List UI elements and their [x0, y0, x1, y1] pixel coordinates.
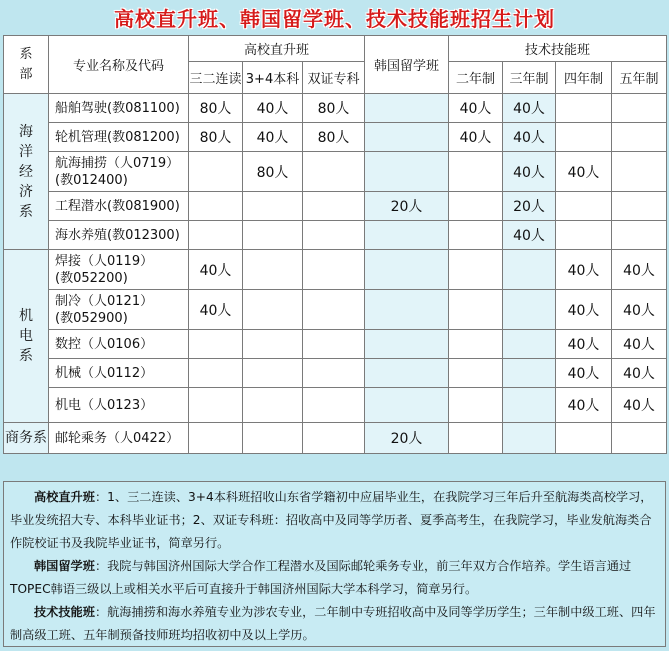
header-sub-shuangzheng: 双证专科 [303, 62, 365, 94]
quota-cell: 40人 [556, 290, 612, 330]
major-cell: 邮轮乘务（人0422） [49, 423, 189, 454]
quota-cell [612, 123, 667, 152]
table-row [4, 123, 667, 152]
notes-box [3, 481, 666, 647]
quota-cell: 40人 [189, 250, 243, 290]
quota-cell [612, 192, 667, 221]
header-korea: 韩国留学班 [365, 36, 449, 94]
header-major: 专业名称及代码 [49, 36, 189, 94]
page-title: 高校直升班、韩国留学班、技术技能班招生计划 [114, 7, 555, 31]
dept-cell: 商务系 [4, 423, 49, 454]
quota-cell [243, 423, 303, 454]
table-row [4, 423, 667, 454]
quota-cell [303, 250, 365, 290]
quota-cell: 40人 [503, 123, 556, 152]
quota-cell [503, 330, 556, 359]
quota-cell [365, 250, 449, 290]
header-sub-4year: 四年制 [556, 62, 612, 94]
quota-cell [303, 221, 365, 250]
major-cell: 轮机管理(教081200) [49, 123, 189, 152]
dept-cell: 机电系 [4, 250, 49, 423]
quota-cell [503, 359, 556, 388]
quota-cell: 40人 [503, 94, 556, 123]
quota-cell [365, 152, 449, 192]
header-sub-2year: 二年制 [449, 62, 503, 94]
quota-cell [556, 221, 612, 250]
quota-cell [365, 123, 449, 152]
quota-cell [365, 94, 449, 123]
quota-cell [556, 94, 612, 123]
quota-cell: 40人 [612, 388, 667, 423]
quota-cell: 40人 [243, 123, 303, 152]
quota-cell [303, 290, 365, 330]
quota-cell: 80人 [189, 123, 243, 152]
quota-cell [612, 221, 667, 250]
quota-cell [365, 359, 449, 388]
table-row [4, 330, 667, 359]
quota-cell [503, 423, 556, 454]
quota-cell [303, 192, 365, 221]
quota-cell [243, 192, 303, 221]
header-sub-32: 三二连读 [189, 62, 243, 94]
major-cell: 航海捕捞（人0719） (教012400) [49, 152, 189, 192]
quota-cell: 40人 [556, 330, 612, 359]
quota-cell: 80人 [189, 94, 243, 123]
quota-cell: 40人 [449, 123, 503, 152]
quota-cell: 40人 [556, 388, 612, 423]
major-cell: 机电（人0123） [49, 388, 189, 423]
quota-cell: 40人 [612, 330, 667, 359]
major-cell: 船舶驾驶(教081100) [49, 94, 189, 123]
quota-cell [189, 192, 243, 221]
header-sub-34: 3+4本科 [243, 62, 303, 94]
table-row [4, 192, 667, 221]
quota-cell: 40人 [449, 94, 503, 123]
header-sub-3year: 三年制 [503, 62, 556, 94]
table-row [4, 290, 667, 330]
quota-cell [303, 330, 365, 359]
quota-cell [556, 423, 612, 454]
quota-cell [189, 152, 243, 192]
quota-cell [449, 192, 503, 221]
quota-cell: 40人 [503, 152, 556, 192]
quota-cell [303, 152, 365, 192]
quota-cell: 20人 [365, 192, 449, 221]
quota-cell: 80人 [303, 123, 365, 152]
quota-cell [449, 359, 503, 388]
major-cell: 数控（人0106） [49, 330, 189, 359]
table-row [4, 94, 667, 123]
major-cell: 焊接（人0119） (教052200) [49, 250, 189, 290]
quota-cell [556, 192, 612, 221]
quota-cell [503, 290, 556, 330]
header-gaoxiao: 高校直升班 [189, 36, 365, 62]
quota-cell [612, 423, 667, 454]
quota-cell [189, 330, 243, 359]
quota-cell [556, 123, 612, 152]
header-dept: 系部 [4, 36, 49, 94]
quota-cell [303, 359, 365, 388]
quota-cell: 40人 [612, 250, 667, 290]
dept-cell: 海洋经济系 [4, 94, 49, 250]
table-row [4, 250, 667, 290]
header-sub-5year: 五年制 [612, 62, 667, 94]
quota-cell [612, 94, 667, 123]
quota-cell: 40人 [189, 290, 243, 330]
major-cell: 制冷（人0121） (教052900) [49, 290, 189, 330]
quota-cell: 40人 [556, 359, 612, 388]
quota-cell: 80人 [243, 152, 303, 192]
quota-cell: 40人 [556, 152, 612, 192]
quota-cell [365, 388, 449, 423]
quota-cell [189, 359, 243, 388]
quota-cell: 40人 [612, 290, 667, 330]
note-gaoxiao: 高校直升班：1、三二连读、3+4本科班招收山东省学籍初中应届毕业生，在我院学习三年后升至航海类高校学习，毕业发统招大专、本科毕业证书；2、双证专科班：招收高中及同等学历者、夏季高考生，在我院学习，毕业发航海类合作院校证书及我院毕业证书，简章另行。 [10, 490, 653, 550]
table-row [4, 152, 667, 192]
quota-cell [365, 330, 449, 359]
quota-cell [189, 221, 243, 250]
quota-cell [189, 388, 243, 423]
quota-cell [243, 330, 303, 359]
major-cell: 机械（人0112） [49, 359, 189, 388]
quota-cell [243, 250, 303, 290]
quota-cell [449, 388, 503, 423]
quota-cell [449, 152, 503, 192]
quota-cell: 40人 [503, 221, 556, 250]
quota-cell [449, 290, 503, 330]
table-row [4, 359, 667, 388]
quota-cell [449, 330, 503, 359]
table-row [4, 388, 667, 423]
header-tech: 技术技能班 [449, 36, 667, 62]
quota-cell [503, 250, 556, 290]
major-cell: 海水养殖(教012300) [49, 221, 189, 250]
note-korea: 韩国留学班：我院与韩国济州国际大学合作工程潜水及国际邮轮乘务专业，前三年双方合作培养。学生语言通过TOPEC韩语三级以上或相关水平后可直接升于韩国济州国际大学本科学习，简章另行。 [10, 559, 632, 596]
quota-cell [449, 250, 503, 290]
quota-cell [243, 359, 303, 388]
quota-cell [243, 221, 303, 250]
table-row [4, 221, 667, 250]
quota-cell [449, 423, 503, 454]
quota-cell: 40人 [243, 94, 303, 123]
quota-cell [365, 221, 449, 250]
quota-cell [189, 423, 243, 454]
quota-cell [243, 388, 303, 423]
quota-cell [449, 221, 503, 250]
quota-cell [243, 290, 303, 330]
quota-cell: 40人 [556, 250, 612, 290]
quota-cell [612, 152, 667, 192]
quota-cell: 20人 [365, 423, 449, 454]
quota-cell [365, 290, 449, 330]
quota-cell [303, 388, 365, 423]
quota-cell [503, 388, 556, 423]
major-cell: 工程潜水(教081900) [49, 192, 189, 221]
quota-cell: 40人 [612, 359, 667, 388]
title-banner [0, 0, 669, 35]
enrollment-table [3, 35, 667, 454]
quota-cell [303, 423, 365, 454]
quota-cell: 80人 [303, 94, 365, 123]
quota-cell: 20人 [503, 192, 556, 221]
note-tech: 技术技能班：航海捕捞和海水养殖专业为涉农专业，二年制中专班招收高中及同等学历学生；三年制中级工班、四年制高级工班、五年制预备技师班均招收初中及以上学历。 [10, 605, 656, 642]
